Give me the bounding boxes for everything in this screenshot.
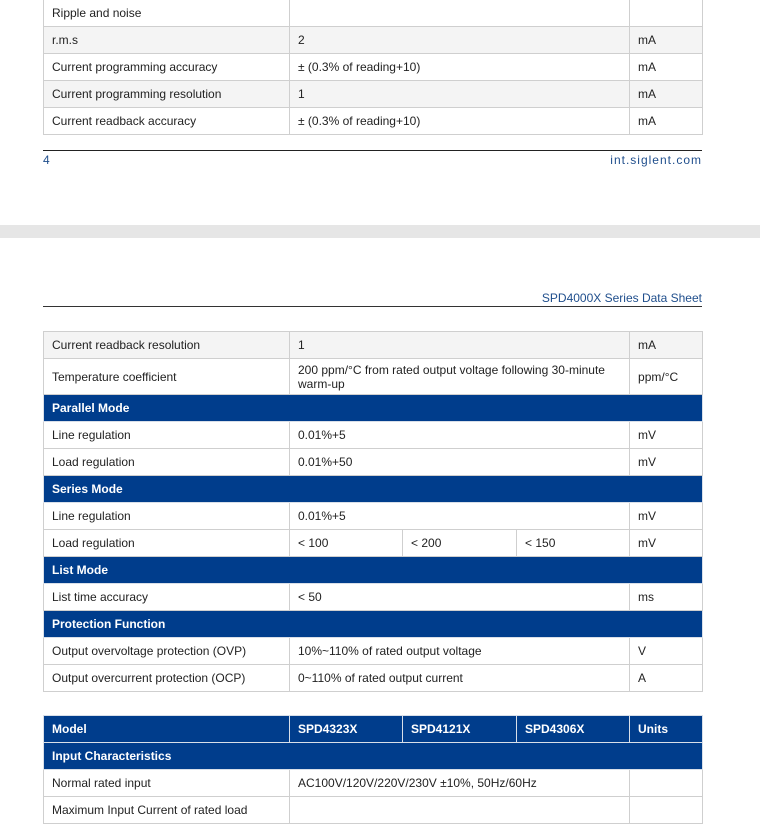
section-title: Input Characteristics	[44, 743, 703, 770]
table-row	[44, 359, 703, 395]
value-cell: < 200	[403, 530, 517, 557]
model-header-row	[44, 716, 703, 743]
section-header-row	[44, 476, 703, 503]
section-header-row	[44, 611, 703, 638]
unit-cell: ppm/°C	[630, 359, 703, 395]
column-header: SPD4121X	[403, 716, 517, 743]
table-row	[44, 503, 703, 530]
table-row	[44, 54, 703, 81]
unit-cell: mV	[630, 449, 703, 476]
table-row	[44, 797, 703, 824]
column-header: SPD4323X	[290, 716, 403, 743]
table-row	[44, 770, 703, 797]
parameter-name: List time accuracy	[44, 584, 290, 611]
spec-table-page-5	[43, 331, 703, 692]
parameter-name: Load regulation	[44, 530, 290, 557]
value-cell: 2	[290, 27, 630, 54]
table2-rows	[44, 716, 703, 824]
unit-cell: mA	[630, 54, 703, 81]
page-header-title: SPD4000X Series Data Sheet	[541, 291, 702, 305]
parameter-name: Normal rated input	[44, 770, 290, 797]
value-cell: 0.01%+50	[290, 449, 630, 476]
table-row	[44, 0, 703, 27]
value-cell: AC100V/120V/220V/230V ±10%, 50Hz/60Hz	[290, 770, 630, 797]
parameter-name: r.m.s	[44, 27, 290, 54]
page-number: 4	[43, 153, 50, 167]
section-title: Parallel Mode	[44, 395, 703, 422]
column-header: Units	[630, 716, 703, 743]
column-header: Model	[44, 716, 290, 743]
unit-cell	[630, 0, 703, 27]
value-cell: 200 ppm/°C from rated output voltage following 30-minute warm-up	[290, 359, 630, 395]
page1-rows	[44, 0, 703, 135]
parameter-name: Temperature coefficient	[44, 359, 290, 395]
value-cell: < 100	[290, 530, 403, 557]
parameter-name: Current readback resolution	[44, 332, 290, 359]
value-cell	[290, 0, 630, 27]
value-cell: 0.01%+5	[290, 422, 630, 449]
table-row	[44, 108, 703, 135]
table-row	[44, 665, 703, 692]
section-title: List Mode	[44, 557, 703, 584]
parameter-name: Current programming resolution	[44, 81, 290, 108]
parameter-name: Line regulation	[44, 422, 290, 449]
unit-cell: mV	[630, 503, 703, 530]
section-header-row	[44, 395, 703, 422]
unit-cell: ms	[630, 584, 703, 611]
unit-cell: mA	[630, 108, 703, 135]
parameter-name: Line regulation	[44, 503, 290, 530]
table-row	[44, 27, 703, 54]
value-cell: 1	[290, 81, 630, 108]
parameter-name: Output overcurrent protection (OCP)	[44, 665, 290, 692]
unit-cell	[630, 770, 703, 797]
unit-cell: V	[630, 638, 703, 665]
value-cell	[290, 797, 630, 824]
value-cell: < 50	[290, 584, 630, 611]
website-footer: int.siglent.com	[610, 153, 702, 167]
parameter-name: Output overvoltage protection (OVP)	[44, 638, 290, 665]
unit-cell: A	[630, 665, 703, 692]
value-cell: 0~110% of rated output current	[290, 665, 630, 692]
parameter-name: Current programming accuracy	[44, 54, 290, 81]
unit-cell: mV	[630, 530, 703, 557]
spec-table-page-4	[43, 0, 703, 135]
value-cell: ± (0.3% of reading+10)	[290, 108, 630, 135]
section-header-row	[44, 743, 703, 770]
value-cell: ± (0.3% of reading+10)	[290, 54, 630, 81]
unit-cell: mV	[630, 422, 703, 449]
parameter-name: Current readback accuracy	[44, 108, 290, 135]
table-row	[44, 422, 703, 449]
unit-cell: mA	[630, 332, 703, 359]
footer-divider	[43, 150, 702, 151]
column-header: SPD4306X	[517, 716, 630, 743]
table-row	[44, 584, 703, 611]
value-cell: 10%~110% of rated output voltage	[290, 638, 630, 665]
unit-cell	[630, 797, 703, 824]
unit-cell: mA	[630, 81, 703, 108]
header-divider	[43, 306, 702, 307]
parameter-name: Load regulation	[44, 449, 290, 476]
section-header-row	[44, 557, 703, 584]
page2-rows	[44, 332, 703, 692]
value-cell: 0.01%+5	[290, 503, 630, 530]
parameter-name: Ripple and noise	[44, 0, 290, 27]
parameter-name: Maximum Input Current of rated load	[44, 797, 290, 824]
table-row	[44, 530, 703, 557]
value-cell: 1	[290, 332, 630, 359]
table-row	[44, 449, 703, 476]
table-row	[44, 81, 703, 108]
section-title: Series Mode	[44, 476, 703, 503]
input-characteristics-table	[43, 715, 703, 824]
page-separator	[0, 225, 760, 238]
value-cell: < 150	[517, 530, 630, 557]
table-row	[44, 638, 703, 665]
section-title: Protection Function	[44, 611, 703, 638]
table-row	[44, 332, 703, 359]
unit-cell: mA	[630, 27, 703, 54]
